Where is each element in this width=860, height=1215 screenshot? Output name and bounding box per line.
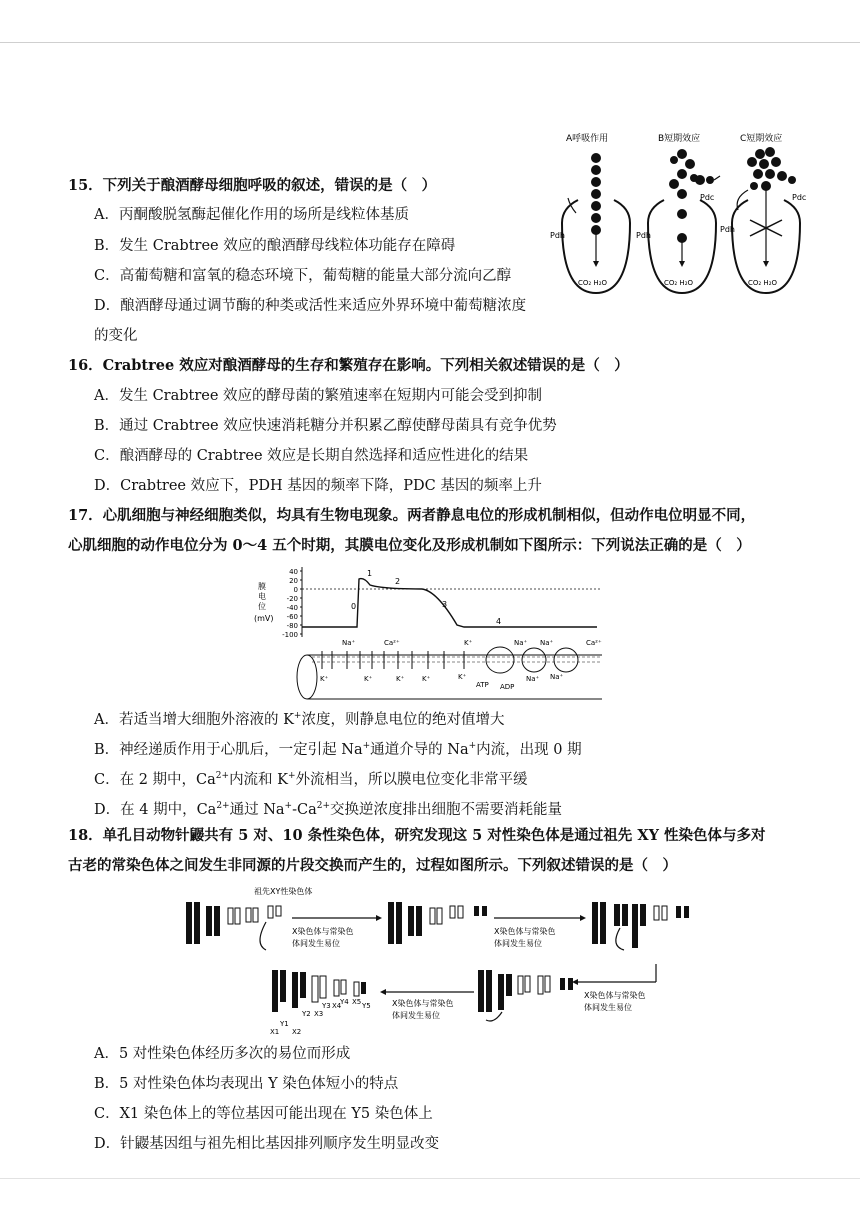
q17-figure xyxy=(252,565,612,700)
svg-text:Pdh: Pdh xyxy=(550,231,565,240)
q15-option-d-cont: 的变化 xyxy=(94,328,138,344)
fig15-panel-b xyxy=(636,149,720,293)
svg-text:位: 位 xyxy=(258,602,266,611)
svg-text:体间发生易位: 体间发生易位 xyxy=(392,1011,440,1020)
svg-text:Pdc: Pdc xyxy=(700,193,715,202)
q17-option-c: C．在 2 期中，$Ca^{2+}$内流和 K+外流相当，所以膜电位变化非常平缓 xyxy=(94,771,528,788)
svg-text:X染色体与常染色: X染色体与常染色 xyxy=(494,927,556,936)
q17-option-b: B．神经递质作用于心肌后，一定引起 Na+通道介导的 Na+内流，出现 0 期 xyxy=(94,741,582,758)
svg-text:Pdh: Pdh xyxy=(720,225,735,234)
svg-text:Na⁺: Na⁺ xyxy=(342,639,356,647)
svg-text:体间发生易位: 体间发生易位 xyxy=(584,1003,632,1012)
svg-text:Y2: Y2 xyxy=(302,1010,311,1018)
svg-text:X染色体与常染色: X染色体与常染色 xyxy=(292,927,354,936)
fig18-stage-3 xyxy=(592,902,689,948)
svg-text:-100: -100 xyxy=(282,631,298,639)
svg-text:20: 20 xyxy=(289,577,298,585)
q15-option-d: D．酿酒酵母通过调节酶的种类或活性来适应外界环境中葡萄糖浓度 xyxy=(94,298,527,314)
svg-text:Na⁺: Na⁺ xyxy=(550,673,564,681)
q16-option-b: B．通过 Crabtree 效应快速消耗糖分并积累乙醇使酵母菌具有竞争优势 xyxy=(94,418,557,434)
fig15-label-c: C短期效应 xyxy=(740,134,783,144)
svg-text:3: 3 xyxy=(442,600,448,609)
fig18-stage-1 xyxy=(186,902,281,944)
svg-text:CO₂ H₂O: CO₂ H₂O xyxy=(578,279,608,287)
q16-option-a: A．发生 Crabtree 效应的酵母菌的繁殖速率在短期内可能会受到抑制 xyxy=(94,388,543,404)
svg-text:K⁺: K⁺ xyxy=(422,675,431,683)
svg-text:K⁺: K⁺ xyxy=(364,675,373,683)
q18-stem-line2: 古老的常染色体之间发生非同源的片段交换而产生的，过程如图所示。下列叙述错误的是（ ） xyxy=(68,857,677,874)
bottom-rule xyxy=(0,1178,860,1179)
svg-text:膜: 膜 xyxy=(258,582,266,591)
top-rule xyxy=(0,42,860,43)
fig15-panel-a xyxy=(550,153,630,293)
svg-text:CO₂ H₂O: CO₂ H₂O xyxy=(748,279,778,287)
q18-stem-line1: 18．单孔目动物针鼹共有 5 对、10 条性染色体，研究发现这 5 对性染色体是通过祖先 XY 性染色体与多对 xyxy=(68,827,766,844)
svg-text:-40: -40 xyxy=(286,604,298,612)
q15-option-a: A．丙酮酸脱氢酶起催化作用的场所是线粒体基质 xyxy=(94,207,409,223)
q18-option-d: D．针鼹基因组与祖先相比基因排列顺序发生明显改变 xyxy=(94,1136,440,1152)
q18-option-b: B．5 对性染色体均表现出 Y 染色体短小的特点 xyxy=(94,1076,399,1092)
q18-option-a: A．5 对性染色体经历多次的易位而形成 xyxy=(94,1046,351,1062)
svg-text:Y5: Y5 xyxy=(362,1002,371,1010)
q16-option-d: D．Crabtree 效应下，PDH 基因的频率下降，PDC 基因的频率上升 xyxy=(94,478,542,494)
fig18-stage-2 xyxy=(388,902,487,944)
svg-text:Pdh: Pdh xyxy=(636,231,651,240)
svg-text:Na⁺: Na⁺ xyxy=(514,639,528,647)
q18-option-c: C．X1 染色体上的等位基因可能出现在 Y5 染色体上 xyxy=(94,1106,433,1122)
svg-text:体间发生易位: 体间发生易位 xyxy=(292,939,340,948)
q17-option-d: D．在 4 期中，$Ca^{2+}$通过 $Na^+-Ca^{2+}$交换逆浓度排出细胞不需要消耗能量 xyxy=(94,801,563,818)
q16-stem: 16．Crabtree 效应对酿酒酵母的生存和繁殖存在影响。下列相关叙述错误的是（ ） xyxy=(68,357,629,374)
q17-stem-line1: 17．心肌细胞与神经细胞类似，均具有生物电现象。两者静息电位的形成机制相似，但动作电位明显不同， xyxy=(68,507,756,524)
svg-text:X5: X5 xyxy=(352,998,362,1006)
svg-text:-20: -20 xyxy=(286,595,298,603)
svg-text:ATP: ATP xyxy=(476,681,489,689)
svg-text:X2: X2 xyxy=(292,1028,302,1036)
svg-text:Pdc: Pdc xyxy=(792,193,807,202)
svg-text:1: 1 xyxy=(367,569,373,578)
q16-option-c: C．酿酒酵母的 Crabtree 效应是长期自然选择和适应性进化的结果 xyxy=(94,448,529,464)
svg-text:K⁺: K⁺ xyxy=(464,639,473,647)
svg-text:Na⁺: Na⁺ xyxy=(526,675,540,683)
fig18-ancestor-label: 祖先XY性染色体 xyxy=(254,887,313,896)
svg-text:Ca²⁺: Ca²⁺ xyxy=(384,639,400,647)
svg-text:K⁺: K⁺ xyxy=(320,675,329,683)
svg-text:40: 40 xyxy=(289,568,298,576)
svg-text:2: 2 xyxy=(395,577,401,586)
svg-text:K⁺: K⁺ xyxy=(458,673,467,681)
svg-text:0: 0 xyxy=(351,602,357,611)
svg-text:(mV): (mV) xyxy=(254,614,274,623)
svg-text:X4: X4 xyxy=(332,1002,342,1010)
svg-text:Na⁺: Na⁺ xyxy=(540,639,554,647)
fig18-stage-4 xyxy=(478,970,573,1012)
svg-text:4: 4 xyxy=(496,617,502,626)
svg-text:-80: -80 xyxy=(286,622,298,630)
svg-text:-60: -60 xyxy=(286,613,298,621)
svg-text:K⁺: K⁺ xyxy=(396,675,405,683)
svg-text:CO₂ H₂O: CO₂ H₂O xyxy=(664,279,694,287)
svg-text:X染色体与常染色: X染色体与常染色 xyxy=(584,991,646,1000)
svg-text:X染色体与常染色: X染色体与常染色 xyxy=(392,999,454,1008)
q15-stem: 15．下列关于酿酒酵母细胞呼吸的叙述，错误的是（ ） xyxy=(68,177,437,194)
svg-text:0: 0 xyxy=(293,586,298,594)
fig15-label-b: B短期效应 xyxy=(658,134,701,144)
q17-stem-line2: 心肌细胞的动作电位分为 0～4 五个时期，其膜电位变化及形成机制如下图所示：下列说法正确的是（ ） xyxy=(68,537,751,554)
svg-text:Ca²⁺: Ca²⁺ xyxy=(586,639,602,647)
svg-text:X3: X3 xyxy=(314,1010,324,1018)
fig15-label-a: A呼吸作用 xyxy=(566,134,609,144)
svg-text:电: 电 xyxy=(258,592,266,601)
svg-text:ADP: ADP xyxy=(500,683,515,691)
svg-text:体间发生易位: 体间发生易位 xyxy=(494,939,542,948)
q18-figure xyxy=(180,884,700,1040)
q17-option-a: A．若适当增大细胞外溶液的 K+浓度，则静息电位的绝对值增大 xyxy=(94,711,505,728)
svg-text:Y3: Y3 xyxy=(322,1002,331,1010)
svg-text:Y1: Y1 xyxy=(280,1020,289,1028)
q15-option-b: B．发生 Crabtree 效应的酿酒酵母线粒体功能存在障碍 xyxy=(94,238,456,254)
svg-text:Y4: Y4 xyxy=(340,998,349,1006)
svg-text:X1: X1 xyxy=(270,1028,280,1036)
fig15-panel-c xyxy=(720,147,806,293)
q15-option-c: C．高葡萄糖和富氧的稳态环境下，葡萄糖的能量大部分流向乙醇 xyxy=(94,268,512,284)
q15-figure xyxy=(548,128,828,298)
